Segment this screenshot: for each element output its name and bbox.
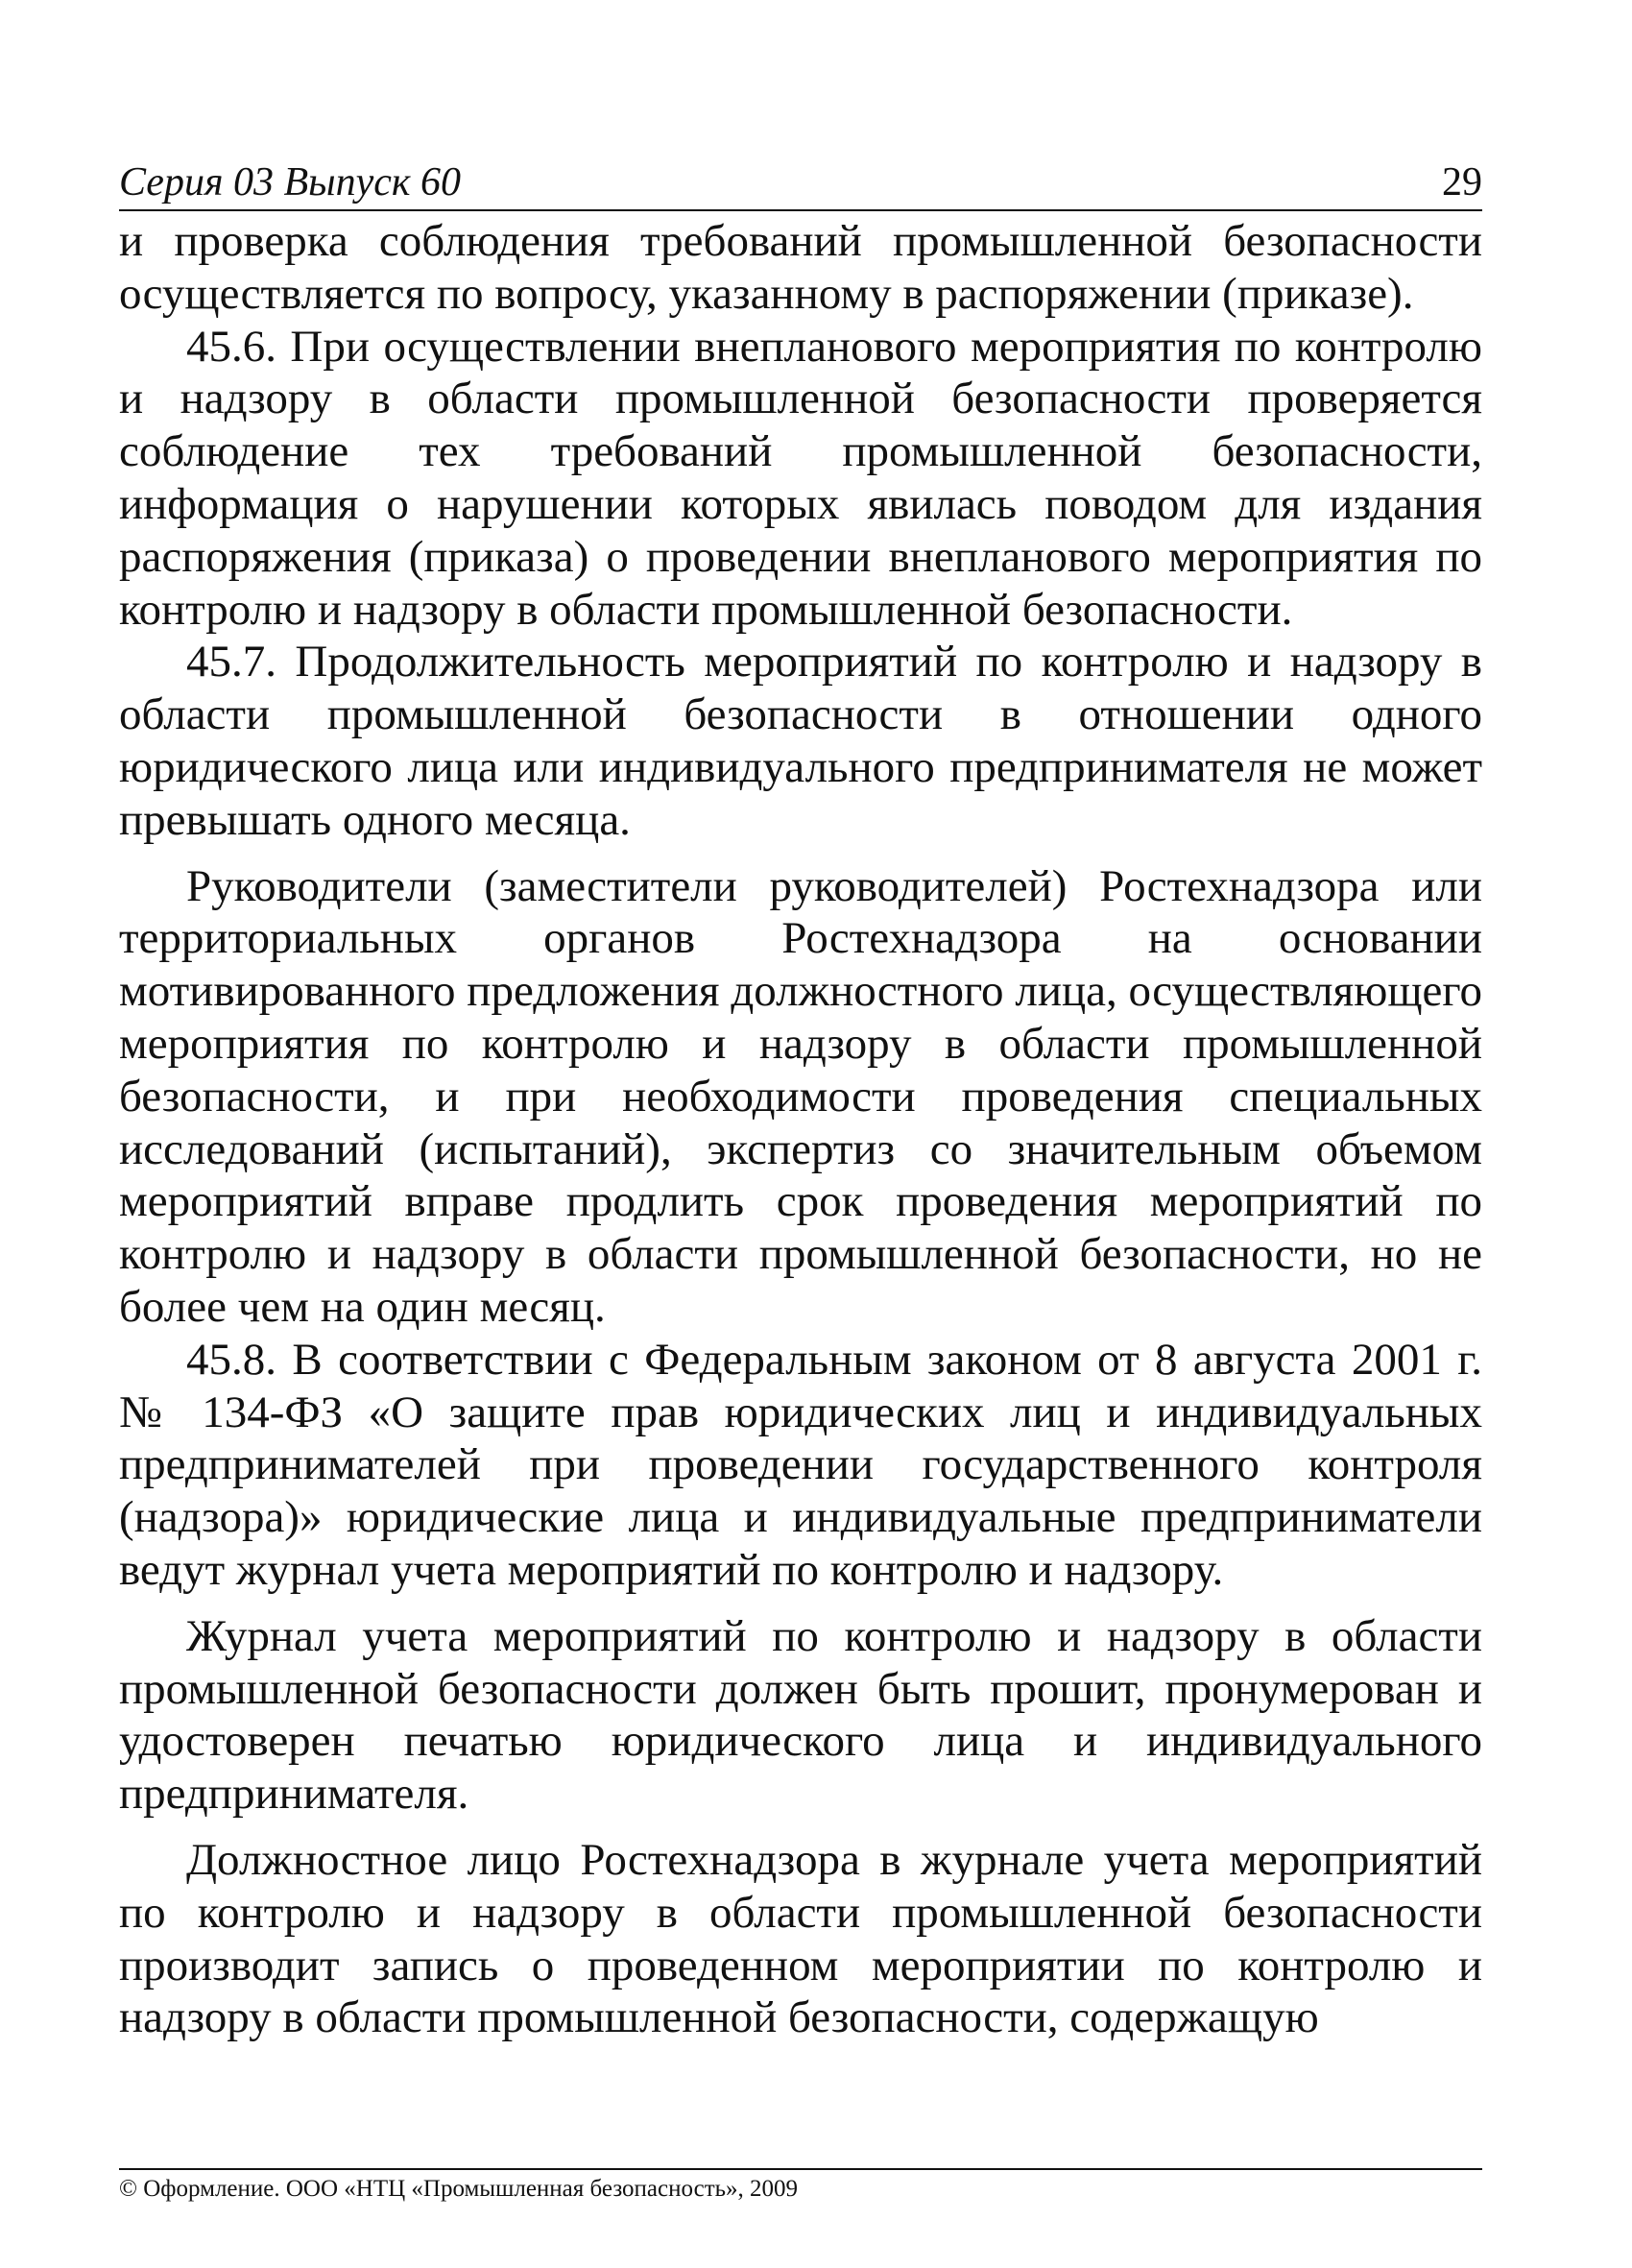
header-series-title: Серия 03 Выпуск 60 <box>119 160 461 205</box>
footer-rule <box>119 2168 1482 2170</box>
paragraph-official-record: Должностное лицо Ростехнадзора в журнале учета мероприятий по контролю и надзору в области промышленной безопасности производит запись о проведенном мероприятии по контролю и надзору в области промышленной безопасности, содержащую <box>119 1834 1482 2043</box>
paragraph-45-7: 45.7. Продолжительность мероприятий по контролю и надзору в области промышленной безопасности в отношении одного юридического лица или индивидуального предпринимателя не может превышать одного месяца. <box>119 637 1482 845</box>
body-text <box>119 215 1482 2044</box>
paragraph-45-6: 45.6. При осуществлении внепланового мероприятия по контролю и надзору в области промышленной безопасности проверяется соблюдение тех требований промышленной безопасности, информация о нарушении которых явилась поводом для издания распоряжения (приказа) о проведении внепланового мероприятия по контролю и надзору в области промышленной безопасности. <box>119 321 1482 635</box>
page-number: 29 <box>1442 160 1482 205</box>
paragraph-journal: Журнал учета мероприятий по контролю и надзору в области промышленной безопасности должен быть прошит, пронумерован и удостоверен печатью юридического лица и индивидуального предпринимателя. <box>119 1610 1482 1820</box>
paragraph-continuation: и проверка соблюдения требований промышленной безопасности осуществляется по вопросу, указанному в распоряжении (приказе). <box>119 216 1482 319</box>
footer-copyright: © Оформление. ООО «НТЦ «Промышленная безопасность», 2009 <box>119 2176 799 2202</box>
paragraph-45-8: 45.8. В соответствии с Федеральным законом от 8 августа 2001 г. № 134-ФЗ «О защите прав юридических лиц и индивидуальных предпринимателей при проведении государственного контроля (надзора)» юридические лица и индивидуальные предприниматели ведут журнал учета мероприятий по контролю и надзору. <box>119 1334 1482 1595</box>
running-header <box>119 152 1482 211</box>
paragraph-extension: Руководители (заместители руководителей) Ростехнадзора или территориальных органов Ростехнадзора на основании мотивированного предложения должностного лица, осуществляющего мероприятия по контролю и надзору в области промышленной безопасности, и при необходимости проведения специальных исследований (испытаний), экспертиз со значительным объемом мероприятий вправе продлить срок проведения мероприятий по контролю и надзору в области промышленной безопасности, но не более чем на один месяц. <box>119 860 1482 1332</box>
